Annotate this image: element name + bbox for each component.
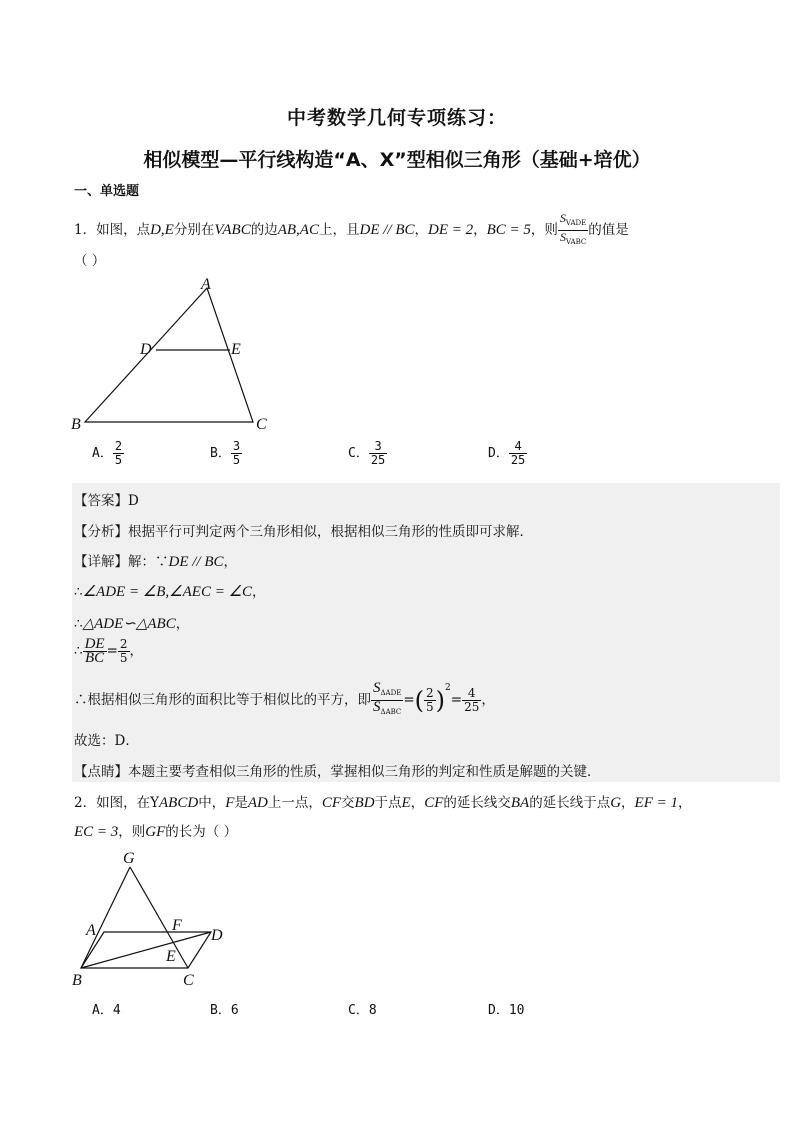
option-value: 6 <box>230 1003 239 1018</box>
q1-option-d[interactable] <box>488 440 527 467</box>
fraction-num-sub: ΔADE <box>380 689 402 698</box>
step4-result-fraction <box>462 687 481 714</box>
q2-option-c[interactable] <box>348 999 377 1018</box>
q1-ratio <box>558 212 588 249</box>
q1-text: ，则 <box>530 222 558 239</box>
q2-option-b[interactable] <box>210 999 239 1018</box>
fraction-num: 2 <box>114 439 123 453</box>
option-value: 10 <box>508 1003 525 1018</box>
fraction-den: 25 <box>370 453 386 467</box>
label-b: B <box>72 972 82 989</box>
q2-stem-line2 <box>74 820 237 841</box>
q2-text: 的长为（ ） <box>165 824 238 840</box>
q2-text: 上一点， <box>267 795 322 811</box>
q2-text: ， <box>410 795 425 811</box>
q1-step1 <box>74 580 266 601</box>
q1-answer <box>74 489 139 509</box>
q1-sides: AB,AC <box>277 222 319 239</box>
detail-text: ， <box>223 554 237 570</box>
fraction-num: 3 <box>369 440 387 454</box>
q2-text: ， <box>678 795 692 811</box>
step4-area-ratio <box>371 682 403 719</box>
q2-ec-value: EC = 3 <box>74 824 119 840</box>
label-a: A <box>86 922 96 939</box>
paren-left: ( <box>414 686 425 715</box>
label-d: D <box>140 341 152 358</box>
q1-detail <box>74 550 237 571</box>
label-c: C <box>183 972 194 989</box>
q1-option-c[interactable] <box>348 440 387 467</box>
therefore: ∴ <box>74 584 83 600</box>
q1-de-value: DE = 2 <box>427 222 474 239</box>
q1-stem <box>74 212 629 249</box>
step-text: ， <box>252 584 266 600</box>
q1-text: ， <box>414 222 428 239</box>
detail-math: DE // BC <box>168 554 224 570</box>
q2-line-ba: BA <box>510 795 530 811</box>
step-text: ， <box>129 643 144 659</box>
detail-tag: 【详解】 <box>74 554 128 570</box>
q1-bc-value: BC = 5 <box>486 222 531 239</box>
step4-text: ∴根据相似三角形的面积比等于相似比的平方，即 <box>74 692 371 709</box>
option-fraction <box>369 440 387 467</box>
q2-side-ad: AD <box>247 795 268 811</box>
section-heading: 一、单选题 <box>74 184 140 199</box>
page-subtitle: 相似模型—平行线构造“A、X”型相似三角形（基础+培优） <box>143 149 651 171</box>
q2-option-d[interactable] <box>488 999 524 1018</box>
q2-line-cf: CF <box>424 795 444 811</box>
fraction-den: 5 <box>426 700 434 715</box>
answer-tag: 【答案】 <box>74 493 128 509</box>
fraction-den: 25 <box>510 453 526 467</box>
fraction-den: 5 <box>232 453 241 467</box>
q1-triangle: VABC <box>214 222 251 239</box>
option-letter: C． <box>348 446 369 461</box>
q1-analysis <box>74 520 533 540</box>
step4-inner-fraction <box>424 687 436 714</box>
line-bg <box>81 867 130 968</box>
fraction-den-sub: ΔABC <box>380 708 402 717</box>
q2-option-a[interactable] <box>92 999 121 1018</box>
q1-option-a[interactable] <box>92 440 124 467</box>
step3-rhs-fraction <box>118 638 130 665</box>
q2-text: 中， <box>198 795 226 811</box>
option-letter: A． <box>92 446 113 461</box>
q2-parallelogram-figure <box>66 845 236 990</box>
q1-text: 上，且 <box>318 222 360 239</box>
fraction-num: 3 <box>232 439 241 453</box>
ratio-num: S <box>559 211 566 225</box>
label-g: G <box>123 850 135 867</box>
comment-text: 本题主要考查相似三角形的性质，掌握相似三角形的判定和性质是解题的关键． <box>128 764 601 780</box>
therefore: ∴ <box>74 616 83 632</box>
fraction-num: DE <box>84 636 105 652</box>
label-e: E <box>166 948 176 965</box>
analysis-text: 根据平行可判定两个三角形相似，根据相似三角形的性质即可求解． <box>128 524 533 540</box>
fraction-den: 5 <box>119 651 128 665</box>
fraction-den: 25 <box>464 700 480 715</box>
equals: = <box>106 643 118 659</box>
option-letter: C． <box>348 1003 369 1018</box>
option-letter: D． <box>488 446 509 461</box>
option-value: 4 <box>112 1003 121 1018</box>
page-title: 中考数学几何专项练习： <box>286 107 507 129</box>
q1-text: 分别在 <box>173 222 215 239</box>
q1-step3 <box>74 638 143 665</box>
fraction-num: 4 <box>509 440 527 454</box>
option-fraction <box>113 440 124 467</box>
q2-parallelogram: ABCD <box>159 795 199 811</box>
q1-text: 的边 <box>250 222 278 239</box>
option-value: 8 <box>368 1003 377 1018</box>
label-d: D <box>211 927 223 944</box>
q2-text: 的延长线交 <box>443 795 511 811</box>
q2-ef-value: EF = 1 <box>634 795 678 811</box>
step-text: ， <box>175 616 190 632</box>
step1-math: ∠ADE = ∠B,∠AEC = ∠C <box>82 584 253 600</box>
q2-text: 是 <box>234 795 248 811</box>
fraction-den: 5 <box>114 453 123 467</box>
q2-point-e: E <box>401 795 411 811</box>
option-fraction <box>231 440 242 467</box>
label-f: F <box>172 917 182 934</box>
fraction-den: BC <box>85 650 105 666</box>
option-letter: B． <box>210 446 231 461</box>
triangle-abc <box>85 288 253 422</box>
label-a: A <box>201 276 211 293</box>
step-text: ， <box>481 692 495 709</box>
therefore: ∴ <box>74 643 83 659</box>
option-letter: A． <box>92 1003 113 1018</box>
q2-text: ，则 <box>118 824 146 840</box>
detail-text: 解：∵ <box>128 554 169 570</box>
q1-text: ， <box>473 222 487 239</box>
q1-triangle-figure <box>66 272 286 438</box>
ratio-den: S <box>559 230 566 245</box>
q1-step2 <box>74 612 189 633</box>
q2-segment-gf: GF <box>145 824 166 840</box>
option-fraction <box>509 440 527 467</box>
label-b: B <box>71 416 81 433</box>
q2-point-g: G <box>610 795 622 811</box>
fraction-num: 4 <box>462 687 481 701</box>
q1-parallel: DE // BC <box>359 222 415 239</box>
exponent: 2 <box>445 683 451 694</box>
equals: = <box>450 692 463 709</box>
q1-text: 1．如图，点 <box>74 222 151 239</box>
analysis-tag: 【分析】 <box>74 524 128 540</box>
equals: = <box>403 692 415 709</box>
ratio-num-sub: VADE <box>565 219 587 228</box>
step2-math: △ADE∽△ABC <box>82 616 176 632</box>
q2-line-bd: BD <box>354 795 375 811</box>
comment-tag: 【点睛】 <box>74 764 128 780</box>
q2-point-f: F <box>225 795 235 811</box>
q2-text: ， <box>621 795 635 811</box>
label-c: C <box>256 416 267 433</box>
q1-text: 的值是 <box>588 222 629 239</box>
paren-right: ) <box>435 686 446 715</box>
step3-lhs-fraction <box>83 638 107 665</box>
q2-text: 于点 <box>374 795 402 811</box>
q2-text: 2．如图，在Y <box>74 795 160 811</box>
label-e: E <box>231 341 241 358</box>
fraction-den: S <box>373 699 381 716</box>
q2-text: 的延长线于点 <box>529 795 611 811</box>
option-letter: B． <box>210 1003 231 1018</box>
fraction-num: S <box>373 680 381 696</box>
q1-comment <box>74 760 601 780</box>
fraction-num: 2 <box>426 686 434 701</box>
q1-conclusion: 故选：D． <box>74 733 139 749</box>
ratio-den-sub: VABC <box>565 238 587 247</box>
q1-option-b[interactable] <box>210 440 242 467</box>
q2-text: 交 <box>341 795 355 811</box>
q1-points: D,E <box>150 222 174 239</box>
q1-step4 <box>74 682 495 719</box>
q2-line-cf: CF <box>321 795 342 811</box>
q1-paren: （ ） <box>74 253 106 269</box>
option-letter: D． <box>488 1003 509 1018</box>
fraction-num: 2 <box>119 637 128 651</box>
answer-value: D <box>128 493 139 509</box>
q2-stem-line1 <box>74 791 692 812</box>
